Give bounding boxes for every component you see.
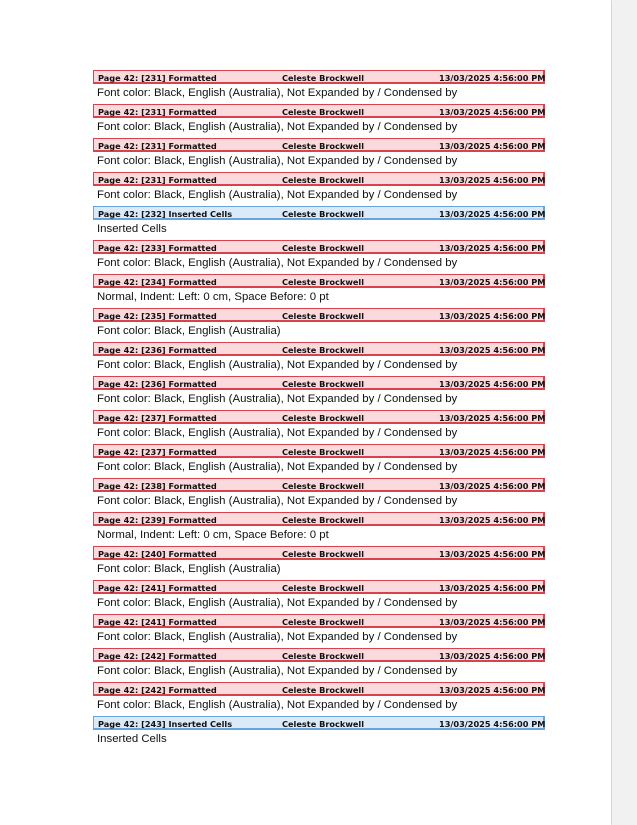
revision-page-label: Page 42: [231] Formatted [98,175,217,185]
revision-date: 13/03/2025 4:56:00 PM [439,379,546,389]
revision-header[interactable] [93,274,545,288]
revision-header[interactable] [93,172,545,186]
revision-page-label: Page 42: [239] Formatted [98,515,217,525]
revision-page-label: Page 42: [233] Formatted [98,243,217,253]
revision-detail: Inserted Cells [97,733,167,745]
revision-author: Celeste Brockwell [282,107,365,117]
revision-page-label: Page 42: [242] Formatted [98,685,217,695]
revision-entry [93,716,545,750]
revision-entry [93,648,545,682]
revision-detail: Font color: Black, English (Australia), Not Expanded by / Condensed by [97,461,458,473]
revision-page-label: Page 42: [231] Formatted [98,73,217,83]
revision-author: Celeste Brockwell [282,583,365,593]
revision-entry [93,206,545,240]
revision-page-label: Page 42: [231] Formatted [98,107,217,117]
revision-author: Celeste Brockwell [282,413,365,423]
revision-date: 13/03/2025 4:56:00 PM [439,549,546,559]
revision-date: 13/03/2025 4:56:00 PM [439,719,546,729]
revision-entry [93,682,545,716]
revision-date: 13/03/2025 4:56:00 PM [439,141,546,151]
revision-header[interactable] [93,70,545,84]
revision-entry [93,614,545,648]
revision-entry [93,240,545,274]
revision-header[interactable] [93,240,545,254]
revision-author: Celeste Brockwell [282,73,365,83]
revision-date: 13/03/2025 4:56:00 PM [439,311,546,321]
revision-entry [93,376,545,410]
revision-entry [93,342,545,376]
revision-entry [93,138,545,172]
revision-header[interactable] [93,580,545,594]
revision-date: 13/03/2025 4:56:00 PM [439,107,546,117]
revision-detail: Font color: Black, English (Australia), Not Expanded by / Condensed by [97,665,458,677]
revision-header[interactable] [93,716,545,730]
revision-list [93,70,545,750]
revision-entry [93,274,545,308]
revision-entry [93,70,545,104]
revision-date: 13/03/2025 4:56:00 PM [439,481,546,491]
revision-header[interactable] [93,512,545,526]
revision-date: 13/03/2025 4:56:00 PM [439,73,546,83]
revision-detail: Font color: Black, English (Australia), Not Expanded by / Condensed by [97,189,458,201]
revision-page-label: Page 42: [243] Inserted Cells [98,719,233,729]
revision-header[interactable] [93,478,545,492]
revision-entry [93,308,545,342]
revision-page-label: Page 42: [235] Formatted [98,311,217,321]
revision-detail: Normal, Indent: Left: 0 cm, Space Before: 0 pt [97,291,329,303]
revision-entry [93,546,545,580]
revision-date: 13/03/2025 4:56:00 PM [439,583,546,593]
revision-author: Celeste Brockwell [282,651,365,661]
revision-page-label: Page 42: [242] Formatted [98,651,217,661]
revision-page-label: Page 42: [241] Formatted [98,617,217,627]
revision-page-label: Page 42: [241] Formatted [98,583,217,593]
revision-detail: Font color: Black, English (Australia), Not Expanded by / Condensed by [97,495,458,507]
revision-date: 13/03/2025 4:56:00 PM [439,175,546,185]
revision-detail: Font color: Black, English (Australia), Not Expanded by / Condensed by [97,631,458,643]
revision-entry [93,444,545,478]
revision-page-label: Page 42: [231] Formatted [98,141,217,151]
revision-entry [93,172,545,206]
revision-date: 13/03/2025 4:56:00 PM [439,515,546,525]
revision-detail: Font color: Black, English (Australia), Not Expanded by / Condensed by [97,359,458,371]
revision-detail: Font color: Black, English (Australia) [97,563,281,575]
revision-detail: Font color: Black, English (Australia), Not Expanded by / Condensed by [97,155,458,167]
vertical-scrollbar[interactable] [612,0,637,825]
revision-detail: Font color: Black, English (Australia), Not Expanded by / Condensed by [97,87,458,99]
revision-header[interactable] [93,648,545,662]
revision-date: 13/03/2025 4:56:00 PM [439,209,546,219]
revision-date: 13/03/2025 4:56:00 PM [439,277,546,287]
revision-author: Celeste Brockwell [282,447,365,457]
revision-author: Celeste Brockwell [282,515,365,525]
revision-author: Celeste Brockwell [282,379,365,389]
revision-entry [93,478,545,512]
revision-date: 13/03/2025 4:56:00 PM [439,685,546,695]
revision-author: Celeste Brockwell [282,141,365,151]
revision-date: 13/03/2025 4:56:00 PM [439,651,546,661]
revision-page-label: Page 42: [236] Formatted [98,345,217,355]
revision-header[interactable] [93,206,545,220]
revision-author: Celeste Brockwell [282,277,365,287]
revision-header[interactable] [93,444,545,458]
revision-author: Celeste Brockwell [282,719,365,729]
revision-page-label: Page 42: [234] Formatted [98,277,217,287]
revision-header[interactable] [93,308,545,322]
revision-header[interactable] [93,682,545,696]
revision-header[interactable] [93,546,545,560]
revision-date: 13/03/2025 4:56:00 PM [439,413,546,423]
revision-header[interactable] [93,410,545,424]
revision-entry [93,580,545,614]
revision-author: Celeste Brockwell [282,549,365,559]
revision-detail: Font color: Black, English (Australia), Not Expanded by / Condensed by [97,121,458,133]
revision-author: Celeste Brockwell [282,209,365,219]
revision-author: Celeste Brockwell [282,175,365,185]
revision-author: Celeste Brockwell [282,243,365,253]
revision-detail: Normal, Indent: Left: 0 cm, Space Before: 0 pt [97,529,329,541]
revision-author: Celeste Brockwell [282,685,365,695]
revision-page-label: Page 42: [238] Formatted [98,481,217,491]
revision-author: Celeste Brockwell [282,311,365,321]
revision-entry [93,104,545,138]
revision-author: Celeste Brockwell [282,481,365,491]
revision-date: 13/03/2025 4:56:00 PM [439,447,546,457]
revision-date: 13/03/2025 4:56:00 PM [439,617,546,627]
revision-detail: Font color: Black, English (Australia), Not Expanded by / Condensed by [97,257,458,269]
revision-detail: Inserted Cells [97,223,167,235]
revision-page-label: Page 42: [232] Inserted Cells [98,209,233,219]
revision-author: Celeste Brockwell [282,345,365,355]
revision-page-label: Page 42: [240] Formatted [98,549,217,559]
revision-detail: Font color: Black, English (Australia), Not Expanded by / Condensed by [97,597,458,609]
revision-author: Celeste Brockwell [282,617,365,627]
revision-detail: Font color: Black, English (Australia), Not Expanded by / Condensed by [97,427,458,439]
revision-entry [93,512,545,546]
revision-header[interactable] [93,342,545,356]
revision-date: 13/03/2025 4:56:00 PM [439,243,546,253]
revision-header[interactable] [93,614,545,628]
revision-page-label: Page 42: [237] Formatted [98,413,217,423]
revision-detail: Font color: Black, English (Australia), Not Expanded by / Condensed by [97,393,458,405]
revision-date: 13/03/2025 4:56:00 PM [439,345,546,355]
revision-header[interactable] [93,104,545,118]
revision-detail: Font color: Black, English (Australia) [97,325,281,337]
revision-header[interactable] [93,138,545,152]
revision-header[interactable] [93,376,545,390]
revision-page-label: Page 42: [237] Formatted [98,447,217,457]
revision-page-label: Page 42: [236] Formatted [98,379,217,389]
revision-detail: Font color: Black, English (Australia), Not Expanded by / Condensed by [97,699,458,711]
revision-entry [93,410,545,444]
